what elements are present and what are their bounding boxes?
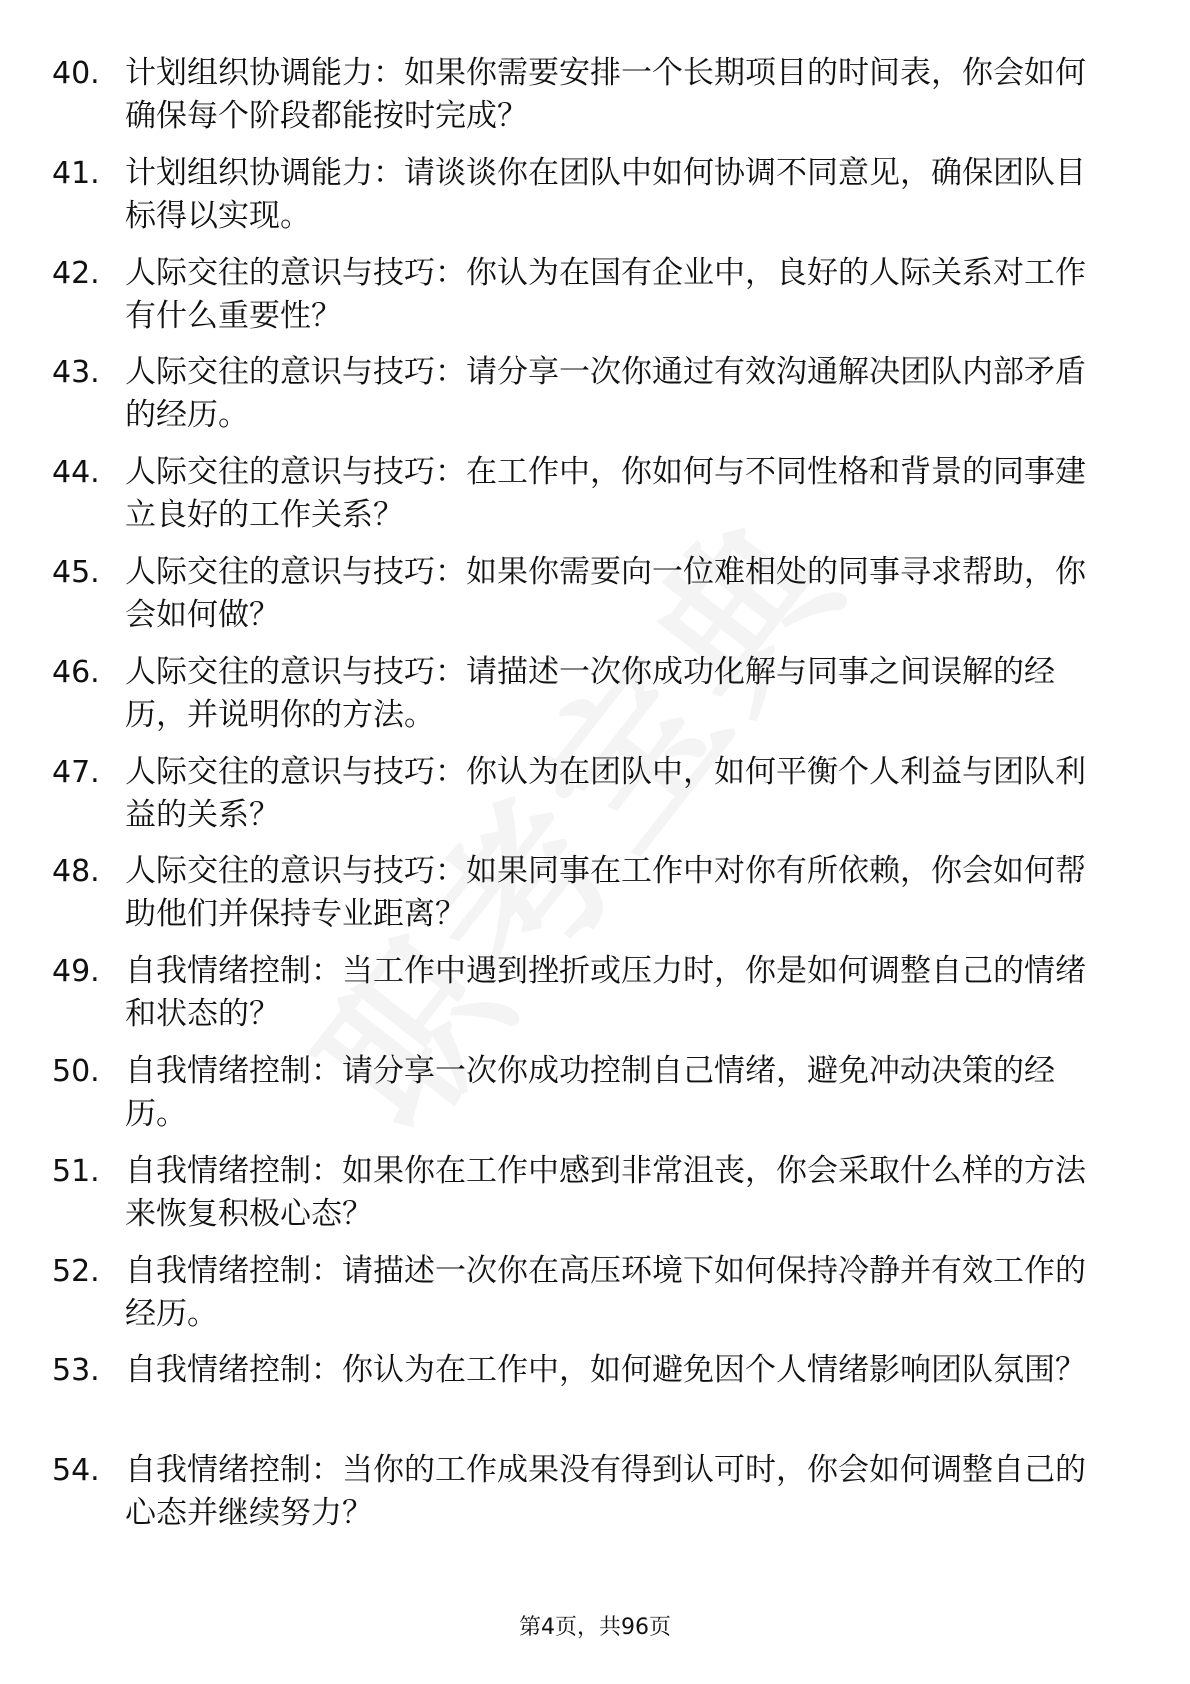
question-text: 人际交往的意识与技巧：请分享一次你通过有效沟通解决团队内部矛盾的经历。 [125,354,1086,434]
list-item [52,451,1102,551]
question-text: 自我情绪控制：你认为在工作中，如何避免因个人情绪影响团队氛围？ [125,1352,1086,1389]
question-number: 43. [52,355,100,391]
question-text: 人际交往的意识与技巧：如果同事在工作中对你有所依赖，你会如何帮助他们并保持专业距离？ [125,853,1086,933]
question-number: 54. [52,1453,100,1489]
question-number: 49. [52,954,100,990]
question-text: 计划组织协调能力：如果你需要安排一个长期项目的时间表，你会如何确保每个阶段都能按时完成？ [125,55,1086,134]
question-number: 48. [52,854,100,890]
list-item [52,551,1102,651]
question-text: 自我情绪控制：请分享一次你成功控制自己情绪，避免冲动决策的经历。 [125,1052,1055,1132]
list-item [52,1150,1102,1250]
question-number: 45. [52,554,100,590]
list-item [52,1449,1102,1549]
question-number: 44. [52,455,100,491]
question-text: 人际交往的意识与技巧：在工作中，你如何与不同性格和背景的同事建立良好的工作关系？ [125,454,1086,534]
question-number: 51. [52,1153,100,1189]
page-footer: 第4页，共96页 [519,1615,671,1640]
list-item [52,252,1102,352]
question-number: 50. [52,1053,100,1089]
list-item [52,751,1102,851]
list-item [52,1349,1102,1449]
question-text: 人际交往的意识与技巧：你认为在国有企业中，良好的人际关系对工作有什么重要性？ [125,254,1086,334]
question-number: 46. [52,654,100,690]
question-list [52,52,1102,1549]
question-number: 40. [52,56,100,91]
list-item [52,351,1102,451]
question-text: 自我情绪控制：当工作中遇到挫折或压力时，你是如何调整自己的情绪和状态的？ [125,953,1086,1033]
list-item [52,1250,1102,1350]
question-text: 人际交往的意识与技巧：如果你需要向一位难相处的同事寻求帮助，你会如何做？ [125,553,1086,633]
question-text: 人际交往的意识与技巧：你认为在团队中，如何平衡个人利益与团队利益的关系？ [125,753,1086,833]
question-text: 自我情绪控制：当你的工作成果没有得到认可时，你会如何调整自己的心态并继续努力？ [125,1452,1086,1532]
question-number: 53. [52,1353,100,1389]
question-number: 42. [52,255,100,291]
question-text: 自我情绪控制：请描述一次你在高压环境下如何保持冷静并有效工作的经历。 [125,1252,1086,1332]
list-item [52,850,1102,950]
list-item [52,950,1102,1050]
list-item [52,1050,1102,1150]
question-number: 52. [52,1253,100,1289]
question-text: 自我情绪控制：如果你在工作中感到非常沮丧，你会采取什么样的方法来恢复积极心态？ [125,1152,1086,1232]
list-item [52,52,1102,152]
question-number: 47. [52,754,100,790]
question-text: 计划组织协调能力：请谈谈你在团队中如何协调不同意见，确保团队目标得以实现。 [125,154,1086,234]
list-item [52,651,1102,751]
question-text: 人际交往的意识与技巧：请描述一次你成功化解与同事之间误解的经历，并说明你的方法。 [125,653,1055,733]
question-number: 41. [52,155,100,191]
list-item [52,152,1102,252]
